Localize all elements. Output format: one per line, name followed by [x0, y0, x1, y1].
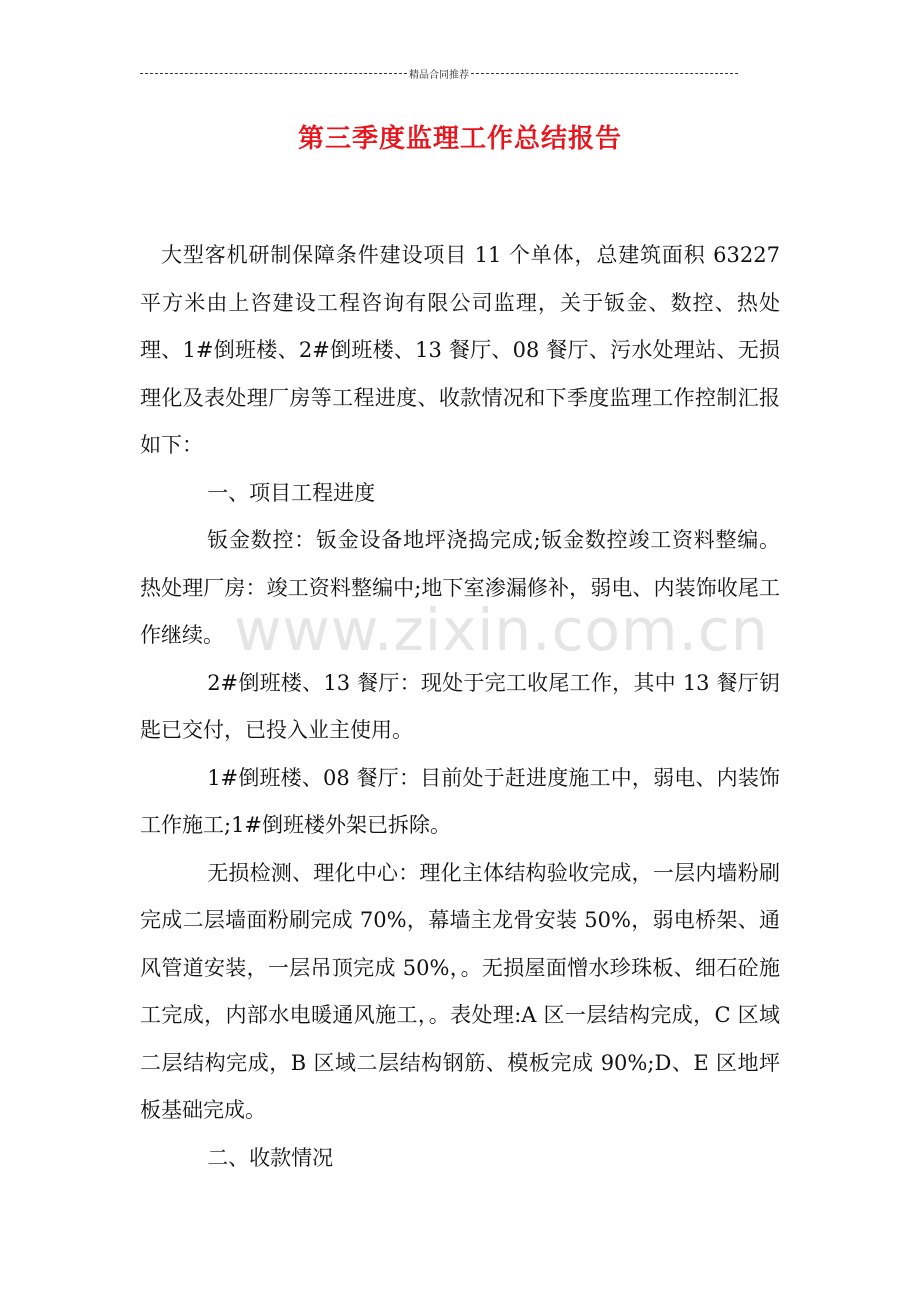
- document-body: [140, 232, 780, 1182]
- header-dash-right: [471, 73, 738, 74]
- section-heading-payment: 二、收款情况: [207, 1145, 334, 1170]
- paragraph-sheet-metal: 钣金数控：钣金设备地坪浇捣完成;钣金数控竣工资料整编。 热处理厂房：竣工资料整编中;地下室渗漏修补，弱电、内装饰收尾工作继续。: [140, 528, 780, 647]
- intro-paragraph: 大型客机研制保障条件建设项目 11 个单体，总建筑面积 63227 平方米由上咨建设工程咨询有限公司监理，关于钣金、数控、热处理、1#倒班楼、2#倒班楼、13 餐厅、08 餐厅、污水处理站、无损理化及表处理厂房等工程进度、收款情况和下季度监理工作控制汇报如下：: [140, 243, 780, 457]
- header-rule: [140, 66, 738, 80]
- document-title: 第三季度监理工作总结报告: [297, 124, 622, 154]
- header-label: 精品合同推荐: [409, 69, 469, 81]
- paragraph-dorm1-canteen08: 1#倒班楼、08 餐厅：目前处于赶进度施工中，弱电、内装饰工作施工;1#倒班楼外架已拆除。: [140, 765, 780, 837]
- paragraph-ndt-lab: 无损检测、理化中心：理化主体结构验收完成，一层内墙粉刷完成二层墙面粉刷完成 70%，幕墙主龙骨安装 50%，弱电桥架、通风管道安装，一层吊顶完成 50%，。无损屋面憎水珍珠板、细石砼施工完成，内部水电暖通风施工，。表处理:A 区一层结构完成，C 区域二层结构完成，B 区域二层结构钢筋、模板完成 90%;D、E 区地坪板基础完成。: [140, 860, 780, 1122]
- header-dash-left: [140, 73, 407, 74]
- paragraph-dorm2-canteen13: 2#倒班楼、13 餐厅：现处于完工收尾工作，其中 13 餐厅钥匙已交付，已投入业主使用。: [140, 670, 780, 742]
- watermark: www.zixin.com.cn: [234, 596, 769, 664]
- section-heading-progress: 一、项目工程进度: [207, 480, 376, 505]
